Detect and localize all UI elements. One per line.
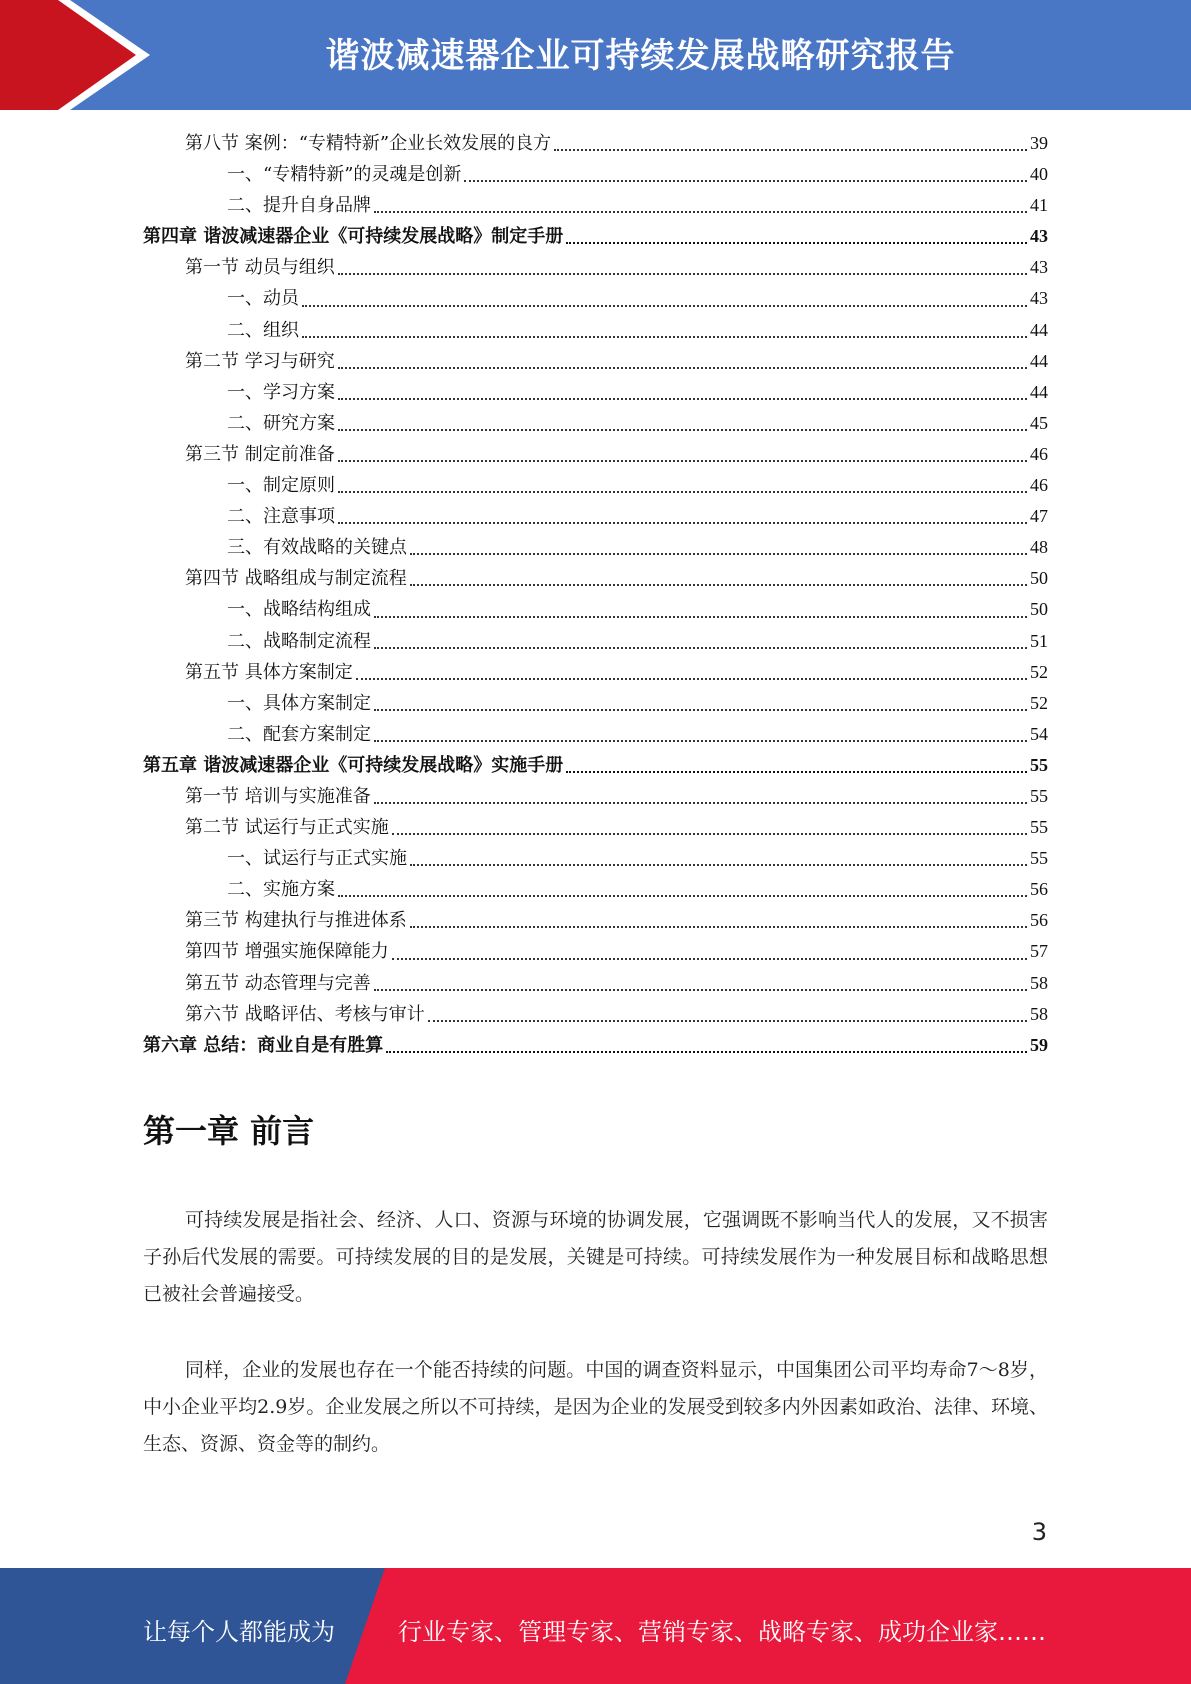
toc-entry[interactable] — [143, 843, 1048, 874]
toc-dot-leader — [374, 647, 1027, 649]
toc-entry[interactable] — [143, 408, 1048, 439]
toc-entry-title: 三、有效战略的关键点 — [227, 537, 407, 559]
toc-dot-leader — [428, 1020, 1027, 1022]
toc-entry-page: 57 — [1030, 941, 1048, 962]
toc-entry-title: 二、研究方案 — [227, 412, 335, 434]
toc-entry-title: 第一节 动员与组织 — [185, 257, 335, 279]
toc-dot-leader — [302, 305, 1027, 307]
toc-entry-title: 二、注意事项 — [227, 506, 335, 528]
toc-entry-page: 45 — [1030, 412, 1048, 433]
table-of-contents — [143, 128, 1048, 1061]
toc-entry-page: 56 — [1030, 910, 1048, 931]
toc-dot-leader — [338, 522, 1027, 524]
toc-dot-leader — [374, 211, 1027, 213]
toc-entry-page: 44 — [1030, 319, 1048, 340]
toc-dot-leader — [338, 367, 1027, 369]
toc-entry-page: 47 — [1030, 506, 1048, 527]
toc-entry[interactable] — [143, 1030, 1048, 1061]
toc-entry-title: 一、学习方案 — [227, 381, 335, 403]
toc-entry[interactable] — [143, 781, 1048, 812]
toc-entry-page: 39 — [1030, 133, 1048, 153]
toc-dot-leader — [338, 273, 1027, 275]
toc-entry-title: 第五节 具体方案制定 — [185, 661, 353, 683]
toc-entry-title: 第一节 培训与实施准备 — [185, 785, 371, 807]
toc-entry[interactable] — [143, 439, 1048, 470]
toc-entry-title: 二、提升自身品牌 — [227, 195, 371, 217]
toc-entry-title: 一、试运行与正式实施 — [227, 848, 407, 870]
toc-entry-title: 一、动员 — [227, 288, 299, 310]
toc-entry-page: 43 — [1030, 257, 1048, 278]
toc-entry-title: 第八节 案例：“专精特新”企业长效发展的良方 — [185, 133, 552, 154]
toc-entry-page: 44 — [1030, 381, 1048, 402]
toc-entry[interactable] — [143, 812, 1048, 843]
toc-dot-leader — [338, 429, 1027, 431]
toc-dot-leader — [410, 926, 1027, 928]
toc-entry-page: 48 — [1030, 537, 1048, 558]
toc-entry[interactable] — [143, 750, 1048, 781]
toc-entry-title: 二、实施方案 — [227, 879, 335, 901]
body-paragraph-2: 同样，企业的发展也存在一个能否持续的问题。中国的调查资料显示，中国集团公司平均寿命7～8岁，中小企业平均2.9岁。企业发展之所以不可持续，是因为企业的发展受到较多内外因素如政治、法律、环境、生态、资源、资金等的制约。 — [143, 1359, 1048, 1455]
toc-entry-title: 第三节 制定前准备 — [185, 443, 335, 465]
toc-entry-title: 一、战略结构组成 — [227, 599, 371, 621]
toc-entry-title: 第二节 试运行与正式实施 — [185, 817, 389, 839]
toc-entry-title: 第二节 学习与研究 — [185, 350, 335, 372]
toc-entry-title: 第五节 动态管理与完善 — [185, 972, 371, 994]
toc-entry[interactable] — [143, 377, 1048, 408]
toc-entry-page: 54 — [1030, 723, 1048, 744]
toc-entry-page: 55 — [1030, 817, 1048, 838]
toc-entry-page: 46 — [1030, 443, 1048, 464]
toc-entry[interactable] — [143, 594, 1048, 625]
toc-entry-page: 55 — [1030, 754, 1048, 775]
toc-entry[interactable] — [143, 532, 1048, 563]
toc-entry[interactable] — [143, 252, 1048, 283]
toc-dot-leader — [410, 864, 1027, 866]
toc-entry-title: 二、组织 — [227, 319, 299, 341]
toc-dot-leader — [302, 336, 1027, 338]
toc-entry-title: 第六章 总结：商业自是有胜算 — [143, 1034, 384, 1056]
toc-dot-leader — [374, 616, 1027, 618]
page-header — [0, 0, 1191, 110]
toc-entry-title: 二、战略制定流程 — [227, 630, 371, 652]
toc-dot-leader — [338, 491, 1027, 493]
toc-entry[interactable] — [143, 315, 1048, 346]
toc-dot-leader — [410, 553, 1027, 555]
toc-dot-leader — [338, 398, 1027, 400]
chapter-heading: 第一章 前言 — [143, 1112, 315, 1150]
toc-entry[interactable] — [143, 905, 1048, 936]
toc-entry-page: 59 — [1030, 1034, 1048, 1055]
toc-dot-leader — [374, 740, 1027, 742]
toc-entry-page: 50 — [1030, 568, 1048, 589]
toc-entry[interactable] — [143, 563, 1048, 594]
toc-entry[interactable] — [143, 159, 1048, 190]
toc-dot-leader — [566, 242, 1027, 244]
toc-entry[interactable] — [143, 719, 1048, 750]
toc-entry[interactable] — [143, 626, 1048, 657]
toc-entry-page: 44 — [1030, 350, 1048, 371]
toc-entry-title: 第四节 增强实施保障能力 — [185, 941, 389, 963]
toc-entry-page: 43 — [1030, 288, 1048, 309]
toc-entry-title: 第四节 战略组成与制定流程 — [185, 568, 407, 590]
toc-entry-title: 一、具体方案制定 — [227, 692, 371, 714]
toc-entry[interactable] — [143, 657, 1048, 688]
toc-entry-page: 58 — [1030, 1003, 1048, 1024]
toc-dot-leader — [374, 802, 1027, 804]
toc-dot-leader — [374, 989, 1027, 991]
toc-entry[interactable] — [143, 346, 1048, 377]
body-paragraph-1: 可持续发展是指社会、经济、人口、资源与环境的协调发展，它强调既不影响当代人的发展，又不损害子孙后代发展的需要。可持续发展的目的是发展，关键是可持续。可持续发展作为一种发展目标和战略思想已被社会普遍接受。 — [143, 1209, 1048, 1305]
footer-slogan-left: 让每个人都能成为 — [143, 1618, 335, 1646]
toc-entry[interactable] — [143, 501, 1048, 532]
toc-entry-title: 第五章 谐波减速器企业《可持续发展战略》实施手册 — [143, 754, 564, 776]
toc-dot-leader — [392, 833, 1027, 835]
toc-dot-leader — [554, 149, 1027, 151]
toc-entry-title: 第六节 战略评估、考核与审计 — [185, 1003, 425, 1025]
toc-entry-page: 56 — [1030, 879, 1048, 900]
toc-dot-leader — [338, 460, 1027, 462]
footer-slogan-right: 行业专家、管理专家、营销专家、战略专家、成功企业家…… — [398, 1618, 1046, 1646]
toc-entry[interactable] — [143, 688, 1048, 719]
page-footer — [0, 1568, 1191, 1684]
toc-dot-leader — [410, 584, 1027, 586]
toc-entry-page: 55 — [1030, 785, 1048, 806]
toc-entry-page: 52 — [1030, 661, 1048, 682]
toc-entry-title: 第三节 构建执行与推进体系 — [185, 910, 407, 932]
toc-entry[interactable] — [143, 936, 1048, 967]
toc-entry-title: 二、配套方案制定 — [227, 723, 371, 745]
toc-dot-leader — [566, 771, 1027, 773]
toc-dot-leader — [356, 678, 1027, 680]
toc-entry[interactable] — [143, 283, 1048, 314]
toc-dot-leader — [464, 180, 1027, 182]
toc-entry[interactable] — [143, 968, 1048, 999]
toc-dot-leader — [338, 895, 1027, 897]
toc-entry[interactable] — [143, 874, 1048, 905]
report-title: 谐波减速器企业可持续发展战略研究报告 — [325, 36, 956, 76]
toc-entry-page: 40 — [1030, 164, 1048, 185]
page-number: 3 — [1031, 1518, 1047, 1546]
toc-entry[interactable] — [143, 128, 1048, 159]
toc-entry-title: 一、制定原则 — [227, 475, 335, 497]
toc-dot-leader — [386, 1051, 1027, 1053]
toc-entry-page: 43 — [1030, 226, 1048, 247]
toc-entry-page: 50 — [1030, 599, 1048, 620]
toc-entry[interactable] — [143, 221, 1048, 252]
toc-entry[interactable] — [143, 999, 1048, 1030]
toc-dot-leader — [374, 709, 1027, 711]
toc-dot-leader — [392, 958, 1027, 960]
toc-entry[interactable] — [143, 190, 1048, 221]
toc-entry-page: 55 — [1030, 848, 1048, 869]
toc-entry-page: 52 — [1030, 692, 1048, 713]
toc-entry-page: 51 — [1030, 630, 1048, 651]
toc-entry[interactable] — [143, 470, 1048, 501]
toc-entry-page: 41 — [1030, 195, 1048, 216]
toc-entry-page: 46 — [1030, 475, 1048, 496]
toc-entry-page: 58 — [1030, 972, 1048, 993]
toc-entry-title: 第四章 谐波减速器企业《可持续发展战略》制定手册 — [143, 226, 564, 248]
toc-entry-title: 一、“专精特新”的灵魂是创新 — [227, 164, 462, 186]
